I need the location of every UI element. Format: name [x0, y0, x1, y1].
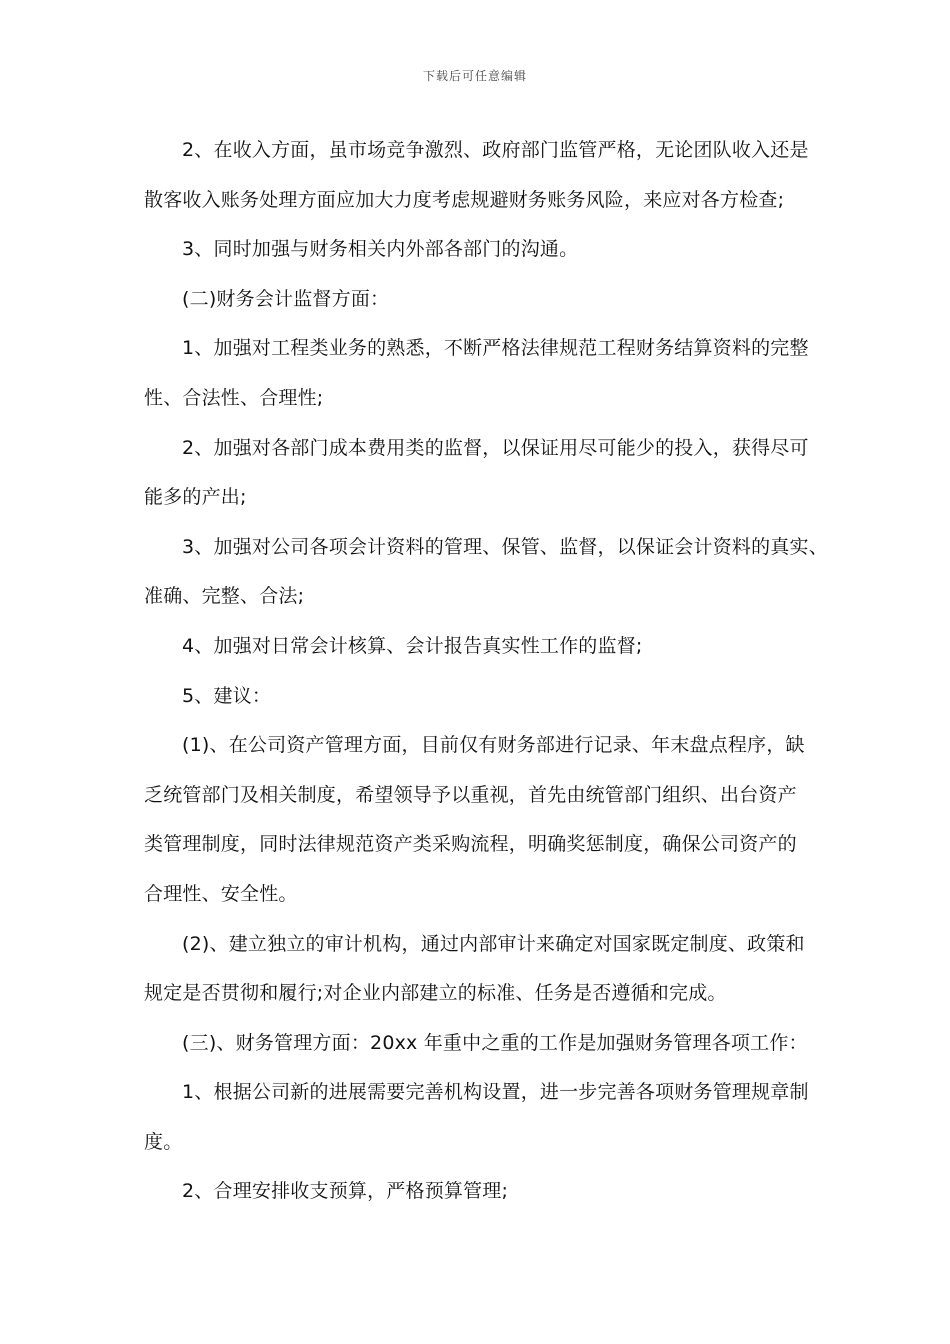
- text-line: 性、合法性、合理性;: [144, 386, 324, 409]
- text-line: 能多的产出;: [144, 486, 247, 509]
- text-line: 3、加强对公司各项会计资料的管理、保管、监督，以保证会计资料的真实、: [182, 535, 828, 558]
- text-line: 准确、完整、合法;: [144, 585, 305, 608]
- text-line: 规定是否贯彻和履行;对企业内部建立的标准、任务是否遵循和完成。: [144, 982, 727, 1005]
- text-line: (二)财务会计监督方面：: [182, 287, 390, 310]
- text-line: 2、在收入方面，虽市场竞争激烈、政府部门监管严格，无论团队收入还是: [182, 139, 809, 161]
- text-line: 乏统管部门及相关制度，希望领导予以重视，首先由统管部门组织、出台资产: [144, 783, 797, 806]
- text-line: 1、加强对工程类业务的熟悉，不断严格法律规范工程财务结算资料的完整: [182, 337, 809, 360]
- document-body: [144, 126, 828, 1217]
- text-line: 度。: [144, 1130, 183, 1153]
- text-line: 4、加强对日常会计核算、会计报告真实性工作的监督;: [182, 634, 643, 657]
- text-line: 类管理制度，同时法律规范资产类采购流程，明确奖惩制度，确保公司资产的: [144, 833, 797, 856]
- text-line: 散客收入账务处理方面应加大力度考虑规避财务账务风险，来应对各方检查;: [144, 188, 785, 211]
- text-line: 合理性、安全性。: [144, 882, 298, 905]
- text-line: 5、建议：: [182, 684, 272, 707]
- text-line: 1、根据公司新的进展需要完善机构设置，进一步完善各项财务管理规章制: [182, 1081, 809, 1104]
- text-line: (三)、财务管理方面：20xx 年重中之重的工作是加强财务管理各项工作：: [182, 1031, 808, 1054]
- text-line: 2、加强对各部门成本费用类的监督，以保证用尽可能少的投入，获得尽可: [182, 436, 809, 459]
- text-line: 3、同时加强与财务相关内外部各部门的沟通。: [182, 238, 579, 261]
- header-note: 下载后可任意编辑: [422, 69, 527, 83]
- text-line: (1)、在公司资产管理方面，目前仅有财务部进行记录、年末盘点程序，缺: [182, 734, 805, 757]
- text-line: (2)、建立独立的审计机构，通过内部审计来确定对国家既定制度、政策和: [182, 932, 805, 955]
- text-line: 2、合理安排收支预算，严格预算管理;: [182, 1180, 509, 1203]
